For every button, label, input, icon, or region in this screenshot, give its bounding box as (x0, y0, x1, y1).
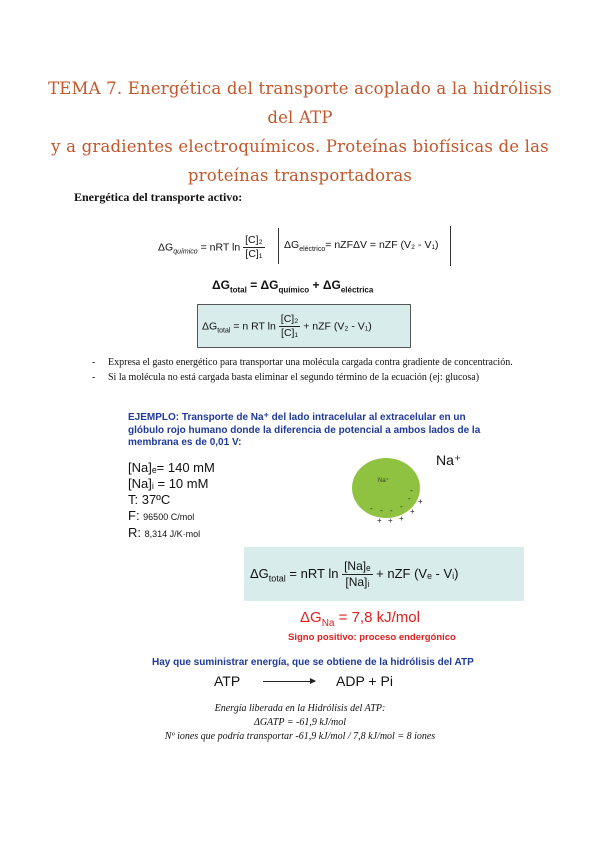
param-r-label: R: (128, 525, 145, 540)
na-label: Na⁺ (436, 452, 462, 468)
charge-mark: + (377, 516, 382, 525)
example-formula-numerator: [Na]ₑ (344, 559, 371, 573)
energy-summary (140, 702, 460, 744)
param-na-extracellular: [Na]ₑ= 140 mM (128, 460, 215, 475)
example-formula (250, 559, 459, 590)
charge-mark: + (388, 516, 393, 525)
charge-mark: - (390, 506, 393, 515)
example-formula-denominator: [Na]ᵢ (345, 575, 370, 589)
formula-chem-numerator: [C]₂ (245, 234, 263, 246)
total-formula-lhs: ΔG (202, 320, 218, 333)
formula-box-components (154, 226, 451, 266)
param-na-intracellular: [Na]ᵢ = 10 mM (128, 476, 209, 491)
formula-chem-fraction (243, 234, 265, 261)
formula-elec-rhs: = nZFΔV = nZF (V₂ - V₁) (325, 239, 439, 251)
param-gas-constant (128, 525, 215, 542)
energy-line-2: ΔGATP = -61,9 kJ/mol (253, 717, 347, 728)
charge-mark: + (410, 507, 415, 516)
total-energy-sum (212, 278, 373, 294)
total-formula-sub: total (217, 327, 231, 335)
charge-mark: - (408, 494, 411, 503)
products-label: ADP + Pi (336, 673, 393, 689)
list-item: - Si la molécula no está cargada basta eliminar el segundo término de la ecuación (ej: glucosa) (92, 371, 532, 384)
result-note: Signo positivo: proceso endergónico (288, 632, 456, 643)
param-faraday-label: F: (128, 508, 144, 523)
charge-mark: + (399, 514, 404, 523)
red-blood-cell-icon (344, 454, 444, 534)
title-line-1: TEMA 7. Energética del transporte acoplado a la hidrólisis del ATP (48, 79, 552, 127)
param-r-value: 8,314 J/K·mol (144, 529, 201, 539)
param-temperature: T: 37ºC (128, 492, 171, 507)
result-sub: Na (321, 618, 335, 629)
total-formula-numerator: [C]₂ (280, 313, 299, 325)
charge-mark: - (380, 506, 383, 515)
result-rhs: = 7,8 kJ/mol (334, 609, 420, 626)
formula-chem-sub: químico (173, 248, 198, 256)
example-formula-box (244, 547, 524, 601)
formula-divider (278, 228, 279, 264)
total-lhs-sub: total (229, 285, 247, 295)
total-lhs: ΔG (212, 278, 230, 292)
energy-line-3: Nº iones que podría transportar -61,9 kJ/mol / 7,8 kJ/mol = 8 iones (164, 731, 436, 742)
example-title: EJEMPLO: Transporte de Na⁺ del lado intracelular al extracelular en un glóbulo rojo humano donde la diferencia de potencial a ambos lados de la membrana es de 0,01 V: (128, 412, 481, 448)
charge-mark: - (400, 502, 403, 511)
result-value (300, 609, 420, 629)
example-formula-sub: total (268, 573, 286, 584)
total-formula-denominator: [C]₁ (281, 327, 299, 339)
cell-inner-label: Na⁺ (378, 478, 389, 484)
reaction-arrow-icon (263, 681, 315, 682)
total-formula-fraction (279, 313, 301, 340)
example-formula-fraction (342, 559, 372, 590)
formula-chemical (158, 234, 265, 261)
total-term-2: ΔG (322, 278, 341, 292)
total-term-1-sub: químico (278, 285, 310, 295)
section-heading: Energética del transporte activo: (74, 190, 243, 204)
total-formula-mid: = n RT ln (230, 320, 276, 333)
formula-chem-lhs: ΔG (158, 241, 174, 254)
total-formula-box (197, 304, 411, 348)
charge-mark: + (418, 497, 423, 506)
supply-statement: Hay que suministrar energía, que se obtiene de la hidrólisis del ATP (152, 657, 474, 668)
formula-chem-mid: = nRT ln (197, 241, 241, 254)
total-plus: + (309, 278, 323, 292)
example-formula-lhs: ΔG (250, 565, 269, 581)
example-formula-tail: + nZF (Vₑ - Vᵢ) (372, 565, 459, 581)
param-faraday-value: 96500 C/mol (143, 512, 195, 522)
charge-mark: - (370, 504, 373, 513)
formula-chem-denominator: [C]₁ (245, 248, 263, 260)
total-formula (202, 313, 372, 340)
total-equals: = (246, 278, 261, 292)
total-formula-tail: + nZF (V₂ - V₁) (300, 320, 372, 333)
title-line-2: y a gradientes electroquímicos. Proteínas biofísicas de las (51, 137, 549, 156)
total-term-1: ΔG (260, 278, 279, 292)
param-faraday (128, 508, 215, 525)
result-lhs: ΔG (300, 609, 322, 626)
page-title (40, 74, 560, 190)
explanation-list (92, 356, 532, 386)
title-line-3: proteínas transportadoras (187, 166, 413, 185)
formula-elec-sub: eléctrico (299, 246, 326, 254)
energy-line-1: Energía liberada en la Hidrólisis del ATP: (214, 703, 386, 714)
atp-label: ATP (214, 673, 241, 689)
list-item: - Expresa el gasto energético para transportar una molécula cargada contra gradiente de concentración. (92, 356, 532, 369)
formula-elec-lhs: ΔG (284, 239, 300, 251)
example-formula-mid: = nRT ln (285, 565, 339, 581)
formula-electric (284, 239, 439, 253)
total-term-2-sub: eléctrica (340, 285, 374, 295)
charge-mark: - (410, 486, 413, 495)
example-parameters (128, 460, 215, 542)
